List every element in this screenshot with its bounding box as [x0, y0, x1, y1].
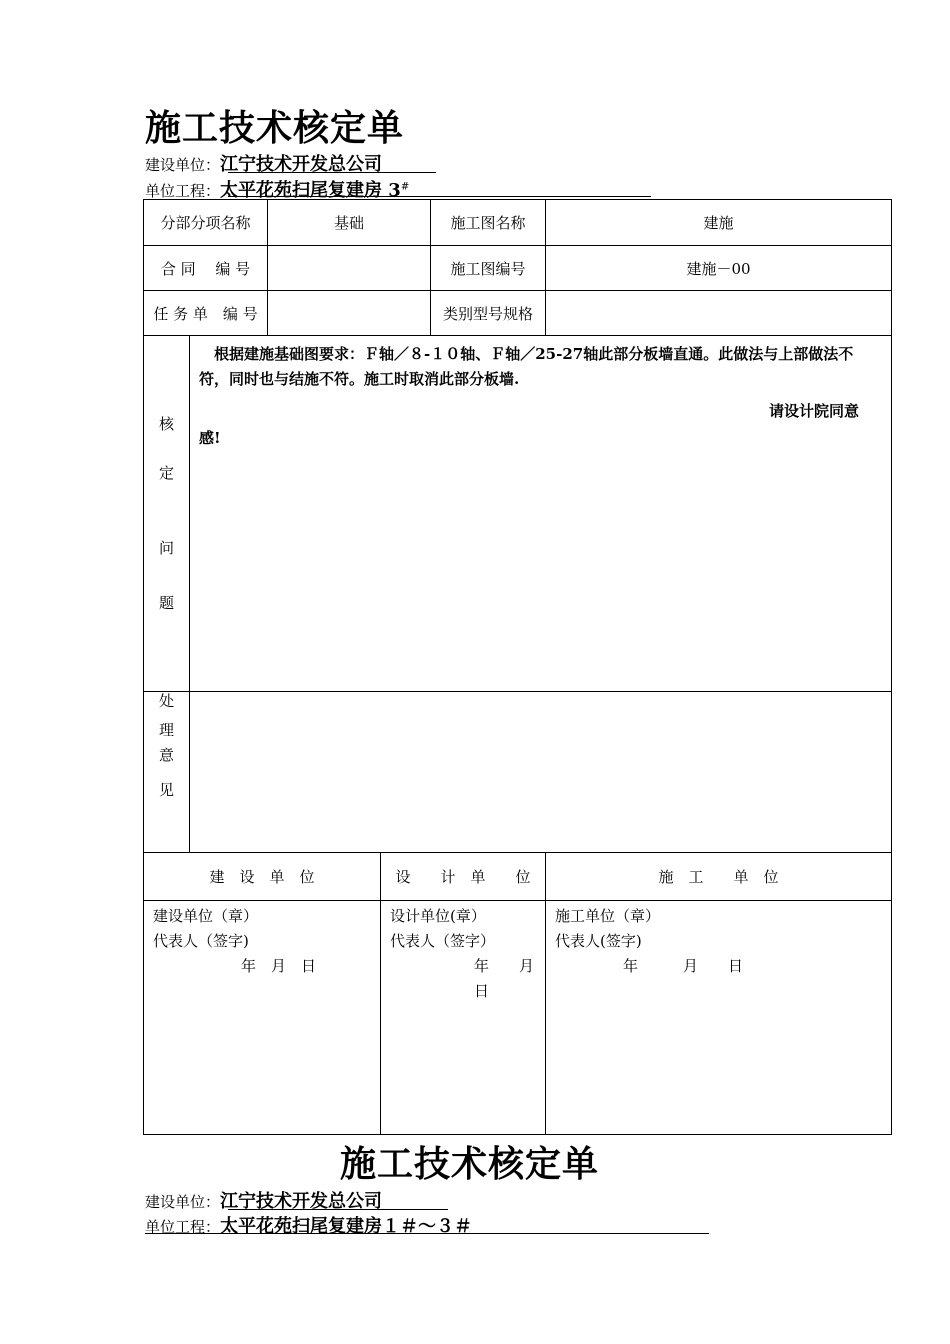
build-unit-label: 建设单位： — [145, 156, 221, 174]
page-title: 施工技术核定单 — [145, 107, 405, 149]
sign-block-designer[interactable] — [381, 901, 565, 1135]
form-row-task — [144, 291, 892, 336]
spec-label: 类别型号规格 — [431, 291, 546, 336]
issue-side-char: 核 — [158, 414, 174, 433]
sign-date: 年 月 日 — [623, 957, 744, 975]
sign-unit-stamp: 建设单位（章） — [153, 907, 259, 925]
handling-side-char: 意 — [158, 746, 174, 764]
page-title-2: 施工技术核定单 — [340, 1143, 600, 1185]
project-underline-2 — [145, 1233, 709, 1234]
form-row-signatures — [144, 901, 892, 1135]
issue-side-char: 定 — [158, 463, 174, 482]
project-underline — [228, 196, 651, 197]
issue-thanks: 感! — [199, 429, 221, 447]
issue-closing: 请设计院同意 — [769, 402, 860, 420]
form-row-issue — [144, 336, 892, 692]
issue-side-char: 题 — [158, 593, 174, 612]
project-value-2: 太平花苑扫尾复建房１＃～３＃ — [220, 1216, 473, 1237]
handling-side-char: 理 — [158, 721, 174, 739]
drawing-name-value[interactable]: 建施 — [546, 200, 892, 246]
spec-value[interactable] — [546, 291, 892, 336]
form-row-sign-headers — [144, 853, 892, 901]
item-name-label: 分部分项名称 — [144, 200, 268, 246]
issue-content[interactable] — [190, 336, 892, 692]
sign-unit-stamp: 施工单位（章） — [555, 907, 661, 925]
build-unit-value: 江宁技术开发总公司 — [220, 154, 383, 175]
drawing-no-label: 施工图编号 — [431, 246, 546, 291]
drawing-no-value[interactable]: 建施－00 — [546, 246, 892, 291]
sign-header-owner: 建 设 单 位 — [144, 853, 381, 901]
build-unit-value-2: 江宁技术开发总公司 — [220, 1191, 383, 1212]
project-label-2: 单位工程： — [145, 1218, 221, 1236]
build-unit-label-2: 建设单位： — [145, 1193, 221, 1211]
sign-unit-stamp: 设计单位(章） — [390, 907, 486, 925]
sign-block-owner[interactable] — [144, 901, 381, 1135]
sign-header-designer: 设 计 单 位 — [381, 853, 546, 901]
contract-no-label: 合 同 编 号 — [144, 246, 268, 291]
project-value: 太平花苑扫尾复建房 3 — [220, 180, 401, 201]
issue-side-char: 问 — [158, 538, 174, 557]
sign-representative: 代表人(签字) — [555, 932, 642, 950]
sign-date: 年 月 日 — [241, 957, 317, 975]
handling-side-char: 见 — [158, 781, 174, 799]
sign-representative: 代表人（签字） — [390, 932, 496, 950]
handling-content[interactable] — [190, 692, 892, 853]
item-name-value[interactable]: 基础 — [268, 200, 431, 246]
verification-form-table — [143, 199, 892, 1135]
project-sup: # — [400, 181, 410, 193]
contract-no-value[interactable] — [268, 246, 431, 291]
sign-block-contractor[interactable] — [546, 901, 892, 1135]
sign-representative: 代表人（签字) — [153, 932, 249, 950]
sign-date: 年 月 日 — [474, 957, 565, 1000]
build-unit-underline-2 — [228, 1209, 448, 1210]
project-line-2 — [145, 1212, 472, 1238]
task-no-value[interactable] — [268, 291, 431, 336]
project-label: 单位工程： — [145, 182, 221, 200]
form-row-item-name — [144, 200, 892, 246]
form-row-contract — [144, 246, 892, 291]
handling-side-char: 处 — [158, 692, 174, 710]
form-row-handling — [144, 692, 892, 853]
task-no-label: 任 务 单 编 号 — [144, 291, 268, 336]
issue-text: 根据建施基础图要求：Ｆ轴／８-１０轴、Ｆ轴／25-27轴此部分板墙直通。此做法与上部做法不符，同时也与结施不符。施工时取消此部分板墙. — [199, 345, 854, 388]
drawing-name-label: 施工图名称 — [431, 200, 546, 246]
sign-header-contractor: 施 工 单 位 — [546, 853, 892, 901]
build-unit-underline — [228, 172, 436, 173]
handling-side-label — [144, 692, 190, 853]
issue-side-label — [144, 336, 190, 692]
